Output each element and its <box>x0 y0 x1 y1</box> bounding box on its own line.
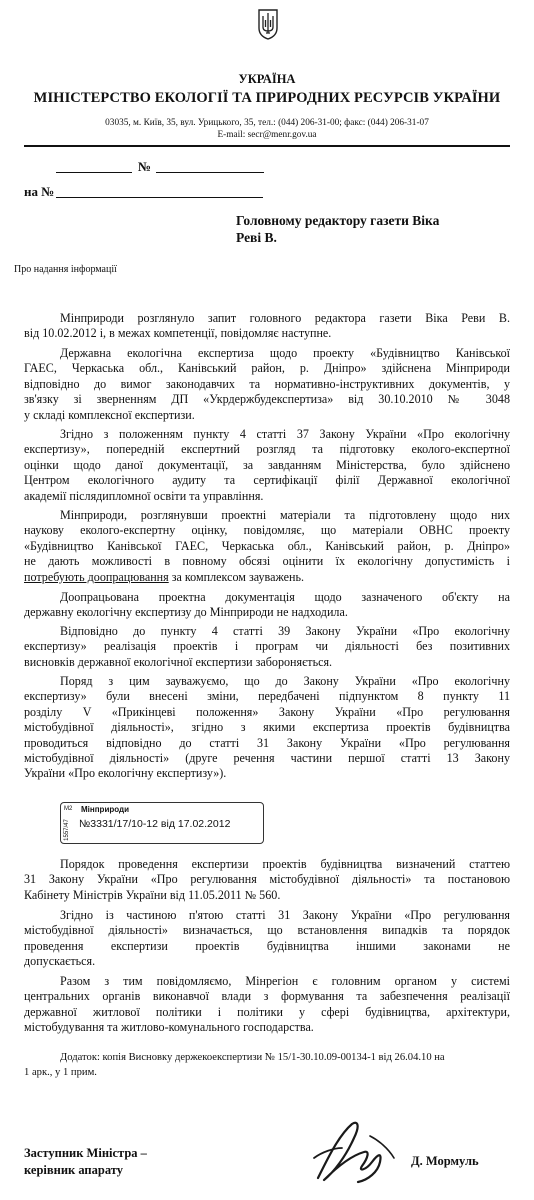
outgoing-date-line <box>56 172 132 173</box>
text-line: від 10.02.2012 і, в межах компетенції, повідомляє наступне. <box>24 326 332 341</box>
text-line: містобудівної діяльності», згідно з якими експертиза проектів будівництва <box>24 720 510 735</box>
text-line: Кабінету Міністрів України від 11.05.2011 № 560. <box>24 887 281 902</box>
ministry-email: E-mail: secr@menr.gov.ua <box>217 130 317 140</box>
text-line: містобудівної діяльності» (друге речення частини першої статті 13 Закону <box>24 751 510 766</box>
ministry-name: МІНІСТЕРСТВО ЕКОЛОГІЇ ТА ПРИРОДНИХ РЕСУРСІВ УКРАЇНИ <box>33 90 501 106</box>
text-line: проводиться відповідно до статті 31 Закону України «Про регулювання <box>24 735 510 750</box>
text-line: Центром екологічного аудиту та сертифікації філії Державної екологічної <box>24 473 510 488</box>
paragraph-7 <box>24 674 510 782</box>
text-line: 31 Закону України «Про регулювання містобудівної діяльності» та постановою <box>24 872 510 887</box>
text-line <box>24 570 510 585</box>
paragraph-4 <box>24 508 510 585</box>
addressee-line-2: Реві В. <box>236 230 277 245</box>
text-line: наукову еколого-експертну оцінку, повідомляє, що матеріали ОВНС проекту <box>24 523 510 538</box>
text-line: Доопрацьована проектна документація щодо зазначеного об'єкту на <box>60 590 510 604</box>
text-line: державну екологічну експертизу до Мінприроди не надходила. <box>24 605 348 620</box>
text-line: Разом з тим повідомляємо, Мінрегіон є головним органом у системі <box>60 974 510 988</box>
text-line: Мінприроди, розглянувши проектні матеріали та підготовлену щодо них <box>60 508 510 522</box>
text-line: Відповідно до пункту 4 статті 39 Закону України «Про екологічну <box>60 624 510 638</box>
text-line: України «Про екологічну експертизу»). <box>24 766 227 781</box>
text-line: містобудівної діяльності» визначається, що встановлення випадків та порядок <box>24 923 510 938</box>
stamp-registration-number: №3331/17/10-12 від 17.02.2012 <box>79 818 231 830</box>
signatory-title-line-2: керівник апарату <box>24 1163 123 1177</box>
text-line: експертизу», попередній експертний розгляд та підготовку еколого-експертної <box>24 442 510 457</box>
text-line: Згідно з положенням пункту 4 статті 37 Закону України «Про екологічну <box>60 427 510 441</box>
text-line: допускається. <box>24 954 96 969</box>
text-line: Згідно із частиною п'ятою статті 31 Закону України «Про регулювання <box>60 908 510 922</box>
text-line: академії післядипломної освіти та управління. <box>24 488 264 503</box>
paragraph-10 <box>24 974 510 1036</box>
header-divider <box>24 145 510 147</box>
registration-stamp <box>60 802 264 844</box>
subject-line: Про надання інформації <box>14 264 117 275</box>
text-line: Порядок проведення експертизи проектів будівництва визначений статтею <box>60 857 510 871</box>
text-line: Державна екологічна експертиза щодо проекту «Будівництво Канівської <box>60 346 510 360</box>
paragraph-6 <box>24 624 510 670</box>
text-line: оцінки щодо даної документації, за завданням Міністерства, було здійснено <box>24 457 510 472</box>
text-fragment: за комплексом зауважень. <box>168 569 305 584</box>
text-line: державної житлової політики і політики у сфері будівництва, архітектури, <box>24 1004 510 1019</box>
paragraph-8 <box>24 857 510 903</box>
text-line: висновків державної екологічної експертизи забороняється. <box>24 654 333 669</box>
text-line: Мінприроди розглянуло запит головного редактора газети Віка Реви В. <box>60 311 510 325</box>
paragraph-2 <box>24 346 510 423</box>
ministry-address: 03035, м. Київ, 35, вул. Урицького, 35, тел.: (044) 206-31-00; факс: (044) 206-31-07 <box>105 118 429 128</box>
text-line: відповідно до вимог законодавчих та нормативно-інструктивних документів, у <box>24 376 510 391</box>
paragraph-5 <box>24 590 510 621</box>
paragraph-9 <box>24 908 510 970</box>
text-line: містобудування та житлово-комунального господарства. <box>24 1020 314 1035</box>
text-line: Додаток: копія Висновку держекоекспертизи № 15/1-30.10.09-00134-1 від 26.04.10 на <box>60 1052 445 1063</box>
stamp-side-code: 1557/47 <box>63 819 70 841</box>
incoming-number-label: на № <box>24 184 55 199</box>
text-line: експертизу» реалізація проектів і програм чи діяльності без позитивних <box>24 639 510 654</box>
text-line: «Будівництво Канівської ГАЕС, Черкаська обл., Канівський район, р. Дніпро» <box>24 538 510 553</box>
text-line: у складі комплексної експертизи. <box>24 407 195 422</box>
country-name: УКРАЇНА <box>238 72 296 86</box>
paragraph-1 <box>24 311 510 342</box>
paragraph-3 <box>24 427 510 504</box>
text-line: 1 арк., у 1 прим. <box>24 1067 97 1078</box>
text-line: Поряд з цим зауважуємо, що до Закону України «Про екологічну <box>60 674 510 688</box>
underlined-phrase: потребують доопрацювання <box>24 569 169 584</box>
handwritten-signature <box>308 1118 400 1194</box>
stamp-organization: Мінприроди <box>81 805 130 814</box>
signatory-title-line-1: Заступник Міністра – <box>24 1146 147 1160</box>
text-line: розділу V «Прикінцеві положення» Закону України «Про регулювання <box>24 704 510 719</box>
stamp-corner-mark: М2 <box>64 806 73 812</box>
incoming-number-line <box>56 197 263 198</box>
number-sign: № <box>138 159 152 174</box>
outgoing-number-line <box>156 172 264 173</box>
addressee-line-1: Головному редактору газети Віка <box>236 213 440 228</box>
text-line: центральних органів виконавчої влади з формування та забезпечення реалізації <box>24 989 510 1004</box>
text-line: експертизу» були внесені зміни, передбачені підпунктом 8 пункту 11 <box>24 689 510 704</box>
signatory-name: Д. Мормуль <box>411 1154 479 1168</box>
text-line: проведення експертизи проектів будівництва іншими законами не <box>24 938 510 953</box>
text-line: не дають можливості в повному обсязі оцінити їх екологічну допустимість і <box>24 554 510 569</box>
coat-of-arms-icon <box>257 8 279 40</box>
text-line: зв'язку зі зверненням ДП «Укрдержбудекспертиза» від 30.10.2010 № 3048 <box>24 392 510 407</box>
text-line: ГАЕС, Черкаська обл., Канівський район, р. Дніпро» здійснена Мінприроди <box>24 361 510 376</box>
